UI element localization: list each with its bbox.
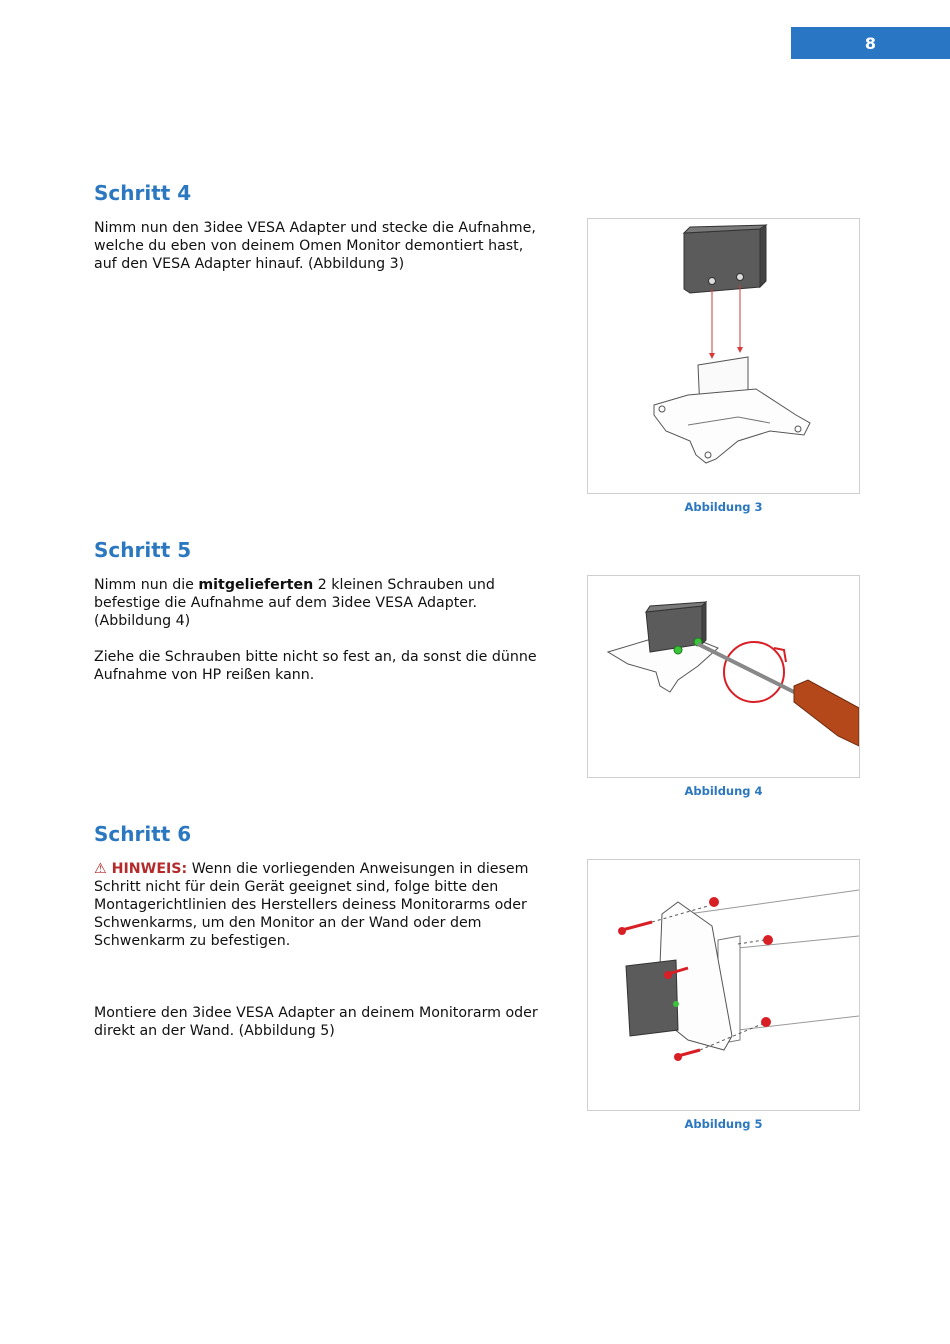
figure-3-caption: Abbildung 3: [684, 500, 763, 514]
step5-text: [94, 576, 544, 684]
figure-5-illustration: [588, 860, 859, 1110]
figure-4-caption: Abbildung 4: [684, 784, 763, 798]
step6-text: [94, 860, 544, 1040]
step5-paragraph: [94, 576, 544, 630]
page-number: 8: [864, 33, 877, 53]
step6-heading: Schritt 6: [94, 822, 192, 846]
figure-5: [587, 859, 860, 1111]
figure-5-caption: Abbildung 5: [684, 1117, 763, 1131]
step5-text-bold: mitgelieferten: [198, 577, 314, 593]
step6-warning-paragraph: [94, 860, 544, 950]
step5-text-pre: Nimm nun die: [94, 577, 199, 593]
step5-heading: Schritt 5: [94, 538, 192, 562]
figure-3: [587, 218, 860, 494]
figure-4-illustration: [588, 576, 859, 777]
step4-heading: Schritt 4: [94, 181, 192, 205]
figure-3-illustration: [588, 219, 859, 493]
step4-paragraph: Nimm nun den 3idee VESA Adapter und stecke die Aufnahme, welche du eben von deinem Omen Monitor demontiert hast, auf den VESA Adapter hinauf. (Abbildung 3): [94, 220, 536, 272]
page-number-badge: [791, 27, 950, 59]
step4-text: [94, 219, 544, 273]
warning-label: ⚠ HINWEIS:: [94, 861, 188, 877]
figure-4: [587, 575, 860, 778]
step5-text-post: 2 kleinen Schrauben und befestige die Aufnahme auf dem 3idee VESA Adapter. (Abbildung 4): [94, 577, 495, 629]
warning-text: Wenn die vorliegenden Anweisungen in diesem Schritt nicht für dein Gerät geeignet sind, folge bitte den Montagerichtlinien des Herstellers deiness Monitorarms oder Schwenkarms, um den Monitor an der Wand oder dem Schwenkarm zu befestigen.: [94, 861, 529, 949]
step6-paragraph-2: Montiere den 3idee VESA Adapter an deinem Monitorarm oder direkt an der Wand. (Abbildung 5): [94, 1005, 538, 1039]
step5-paragraph-2: Ziehe die Schrauben bitte nicht so fest an, da sonst die dünne Aufnahme von HP reißen kann.: [94, 649, 537, 683]
